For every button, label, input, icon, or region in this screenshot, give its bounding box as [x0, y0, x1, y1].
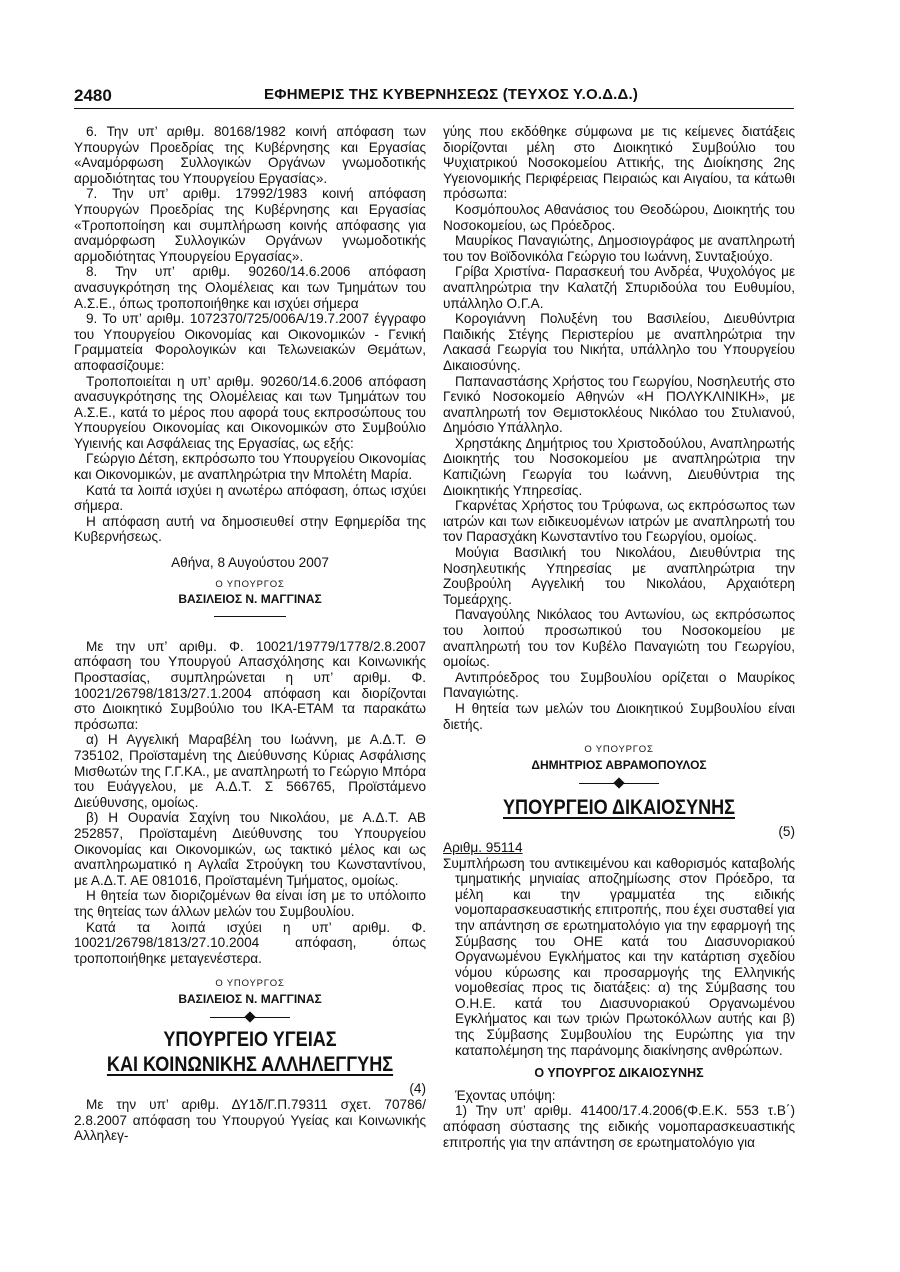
- minister-heading: Ο ΥΠΟΥΡΓΟΣ ΔΙΚΑΙΟΣΥΝΗΣ: [534, 1066, 704, 1081]
- paragraph: α) Η Αγγελική Μαραβέλη του Ιωάννη, με Α.Δ.Τ. Θ 735102, Προϊσταμένη της Διεύθυνσης Κύριας Ασφάλισης Μισθωτών της Γ.Γ.ΚΑ., με αναπληρωτή το Γεώργιο Μπόρα του Ευάγγελου, με Α.Δ.Τ. Σ 566765, Προϊστάμενο Διεύθυνσης, ομοίως.: [74, 732, 426, 810]
- paragraph: Η θητεία των διοριζομένων θα είναι ίση με το υπόλοιπο της θητείας των άλλων μελών του Συμβουλίου.: [74, 888, 426, 919]
- decision-number: [443, 840, 795, 856]
- ministry-heading: [99, 1027, 402, 1077]
- signature-name: ΔΗΜΗΤΡΙΟΣ ΑΒΡΑΜΟΠΟΥΛΟΣ: [531, 757, 707, 772]
- date-line: Αθήνα, 8 Αυγούστου 2007: [171, 555, 329, 571]
- ministry-heading-line: ΥΠΟΥΡΓΕΙΟ ΔΙΚΑΙΟΣΥΝΗΣ: [502, 796, 735, 820]
- paragraph: Παπαναστάσης Χρήστος του Γεωργίου, Νοσηλευτής στο Γενικό Νοσοκομείο Αθηνών «Η ΠΟΛΥΚΛΙΝΙΚΗ», με αναπληρωτή τον Θεμιστοκλέους Νικόλαο του Στυλιανού, Δημόσιο Υπάλληλο.: [443, 373, 795, 436]
- paragraph: Η απόφαση αυτή να δημοσιευθεί στην Εφημερίδα της Κυβερνήσεως.: [74, 513, 426, 545]
- ministry-heading-line: ΥΠΟΥΡΓΕΙΟ ΥΓΕΙΑΣ: [163, 1028, 337, 1052]
- right-column: [443, 124, 795, 1150]
- section-number: (5): [778, 824, 795, 840]
- paragraph: Με την υπ’ αριθμ. Φ. 10021/19779/1778/2.8.2007 απόφαση του Υπουργού Απασχόλησης και Κοινωνικής Προστασίας, συμπληρώνεται η υπ’ αριθμ. Φ. 10021/26798/1813/27.1.2004 απόφαση και διορίζονται στο Διοικητικό Συμβούλιο του ΙΚΑ-ΕΤΑΜ τα παρακάτω πρόσωπα:: [74, 638, 426, 732]
- ministry-heading-line: ΚΑΙ ΚΟΙΝΩΝΙΚΗΣ ΑΛΛΗΛΕΓΓΥΗΣ: [106, 1053, 394, 1077]
- paragraph: Μούγια Βασιλική του Νικολάου, Διευθύντρια της Νοσηλευτικής Υπηρεσίας με αναπληρώτρια την Ζουβρούλη Αγγελική του Νικολάου, Αρχαιότερη Τομεάρχης.: [443, 545, 795, 607]
- decision-title: Συμπλήρωση του αντικειμένου και καθορισμός καταβολής τμηματικής μηνιαίας αποζημίωσης στον Πρόεδρο, τα μέλη και την γραμματέα της ειδικής νομοπαρασκευαστικής επιτροπής, που έχει συσταθεί για την απάντηση σε ερωτηματολόγιο για την εφαρμογή της Σύμβασης του ΟΗΕ κατά του Διασυνοριακού Οργανωμένου Εγκλήματος και την κατάρτιση σχεδίου νόμου κύρωσης και προσαρμογής της Ελληνικής νομοθεσίας προς τις διατάξεις: α) της Σύμβασης του Ο.Η.Ε. κατά του Διασυνοριακού Οργανωμένου Εγκλήματος και των τριών Πρωτοκόλλων αυτής και β) της Σύμβασης Συμβουλίου της Ευρώπης για την καταπολέμηση της παράνομης διακίνησης ανθρώπων.: [443, 855, 795, 1058]
- paragraph: Έχοντας υπόψη:: [455, 1087, 556, 1103]
- paragraph: 6. Την υπ’ αριθμ. 80168/1982 κοινή απόφαση των Υπουργών Προεδρίας της Κυβέρνησης και Εργασίας «Αναμόρφωση Συλλογικών Οργάνων γνωμοδοτικής αρμοδιότητας του Υπουργείου Εργασίας».: [74, 124, 426, 186]
- paragraph: Γεώργιο Δέτση, εκπρόσωπο του Υπουργείου Οικονομίας και Οικονομικών, με αναπληρώτρια την Μπολέτη Μαρία.: [74, 451, 426, 483]
- paragraph: Τροποποιείται η υπ’ αριθμ. 90260/14.6.2006 απόφαση ανασυγκρότησης της Ολομέλειας και των Τμημάτων του Α.Σ.Ε., κατά το μέρος που αφορά τους εκπροσώπους του Υπουργείου Οικονομίας και Οικονομικών στο Συμβούλιο Υγιεινής και Ασφάλειας της Εργασίας, ως εξής:: [74, 373, 426, 451]
- paragraph: γύης που εκδόθηκε σύμφωνα με τις κείμενες διατάξεις διορίζονται μέλη στο Διοικητικό Συμβούλιο του Ψυχιατρικού Νοσοκομείου Αττικής, της Διοίκησης 2ης Υγειονομικής Περιφέρειας Πειραιώς και Αιγαίου, τα κάτωθι πρόσωπα:: [443, 124, 795, 202]
- paragraph: β) Η Ουρανία Σαχίνη του Νικολάου, με Α.Δ.Τ. ΑΒ 252857, Προϊσταμένη Διεύθυνσης του Υπουργείου Οικονομίας και Οικονομικών, ως τακτικό μέλος και ως αναπληρωματικό η Αγλαΐα Στρούγκη του Κωνσταντίνου, με Α.Δ.Τ. ΑΕ 081016, Προϊσταμένη Τμήματος, ομοίως.: [74, 810, 426, 888]
- paragraph: 9. Το υπ’ αριθμ. 1072370/725/006Α/19.7.2007 έγγραφο του Υπουργείου Οικονομίας και Οικονομικών - Γενική Γραμματεία Φορολογικών και Τελωνειακών Θεμάτων, αποφασίζουμε:: [74, 311, 426, 373]
- left-column: [74, 124, 426, 1144]
- paragraph: Κατά τα λοιπά ισχύει η ανωτέρω απόφαση, όπως ισχύει σήμερα.: [74, 482, 426, 514]
- diamond-divider: [210, 1011, 290, 1023]
- page-header: [74, 86, 794, 109]
- divider: [214, 616, 286, 617]
- diamond-divider: [579, 777, 659, 789]
- signature-role: Ο ΥΠΟΥΡΓΟΣ: [215, 578, 285, 590]
- gazette-title: ΕΦΗΜΕΡΙΣ ΤΗΣ ΚΥΒΕΡΝΗΣΕΩΣ (ΤΕΥΧΟΣ Υ.Ο.Δ.Δ.): [264, 86, 639, 103]
- paragraph: Χρηστάκης Δημήτριος του Χριστοδούλου, Αναπληρωτής Διοικητής του Νοσοκομείου με αναπληρώτρια την Καπιζιώνη Γεωργία του Ιωάννη, Διευθύντρια της Διοικητικής Υπηρεσίας.: [443, 435, 795, 498]
- paragraph: Κατά τα λοιπά ισχύει η υπ’ αριθμ. Φ. 10021/26798/1813/27.10.2004 απόφαση, όπως τροποποιήθηκε μεταγενέστερα.: [74, 919, 426, 966]
- paragraph: 8. Την υπ’ αριθμ. 90260/14.6.2006 απόφαση ανασυγκρότηση της Ολομέλειας και των Τμημάτων του Α.Σ.Ε., όπως τροποποιήθηκε και ισχύει σήμερα: [74, 264, 426, 311]
- paragraph: 1) Την υπ’ αριθμ. 41400/17.4.2006(Φ.Ε.Κ. 553 τ.Β΄) απόφαση σύστασης της ειδικής νομοπαρασκευαστικής επιτροπής για την απάντηση σε ερωτηματολόγιο για: [443, 1103, 795, 1150]
- paragraph: Γρίβα Χριστίνα- Παρασκευή του Ανδρέα, Ψυχολόγος με αναπληρώτρια την Καλατζή Σπυριδούλα του Ευθυμίου, υπάλληλο Ο.Γ.Α.: [443, 264, 795, 311]
- paragraph: Η θητεία των μελών του Διοικητικού Συμβουλίου είναι διετής.: [443, 700, 795, 732]
- paragraph: Παναγούλης Νικόλαος του Αντωνίου, ως εκπρόσωπος του λοιπού προσωπικού του Νοσοκομείου με αναπληρωτή του τον Κυβέλο Παναγιώτη του Γεωργίου, ομοίως.: [443, 607, 795, 670]
- paragraph: Γκαρνέτας Χρήστος του Τρύφωνα, ως εκπρόσωπος των ιατρών και των ειδικευομένων ιατρών με αναπληρωτή του τον Παρασχάκη Κωνσταντίνο του Γεωργίου, ομοίως.: [443, 498, 795, 545]
- signature-name: ΒΑΣΙΛΕΙΟΣ Ν. ΜΑΓΓΙΝΑΣ: [178, 991, 322, 1006]
- signature-role: Ο ΥΠΟΥΡΓΟΣ: [584, 744, 654, 756]
- paragraph: Κοσμόπουλος Αθανάσιος του Θεοδώρου, Διοικητής του Νοσοκομείου, ως Πρόεδρος.: [443, 201, 795, 233]
- decision-number-text: Αριθμ. 95114: [443, 839, 523, 855]
- signature-name: ΒΑΣΙΛΕΙΟΣ Ν. ΜΑΓΓΙΝΑΣ: [178, 592, 322, 607]
- paragraph: Κορογιάννη Πολυξένη του Βασιλείου, Διευθύντρια Παιδικής Στέγης Περιστερίου με αναπληρώτρια την Λακασά Γεωργία του Νικήτα, υπάλληλο του Υπουργείου Δικαιοσύνης.: [443, 311, 795, 373]
- paragraph: 7. Την υπ’ αριθμ. 17992/1983 κοινή απόφαση Υπουργών Προεδρίας της Κυβέρνησης και Εργασίας «Τροποποίηση και συμπλήρωση κοινής απόφασης για αναμόρφωση Συλλογικών Οργάνων γνωμοδοτικής αρμοδιότητας Υπουργείου Εργασίας».: [74, 186, 426, 264]
- section-number: (4): [409, 1081, 426, 1097]
- paragraph: Με την υπ’ αριθμ. ΔΥ1δ/Γ.Π.79311 σχετ. 70786/ 2.8.2007 απόφαση του Υπουργού Υγείας και Κοινωνικής Αλληλεγ-: [74, 1097, 426, 1144]
- paragraph: Μαυρίκος Παναγιώτης, Δημοσιογράφος με αναπληρωτή του τον Βοϊδονικόλα Γεώργιο του Ιωάννη, Συνταξιούχο.: [443, 233, 795, 264]
- paragraph: Αντιπρόεδρος του Συμβουλίου ορίζεται ο Μαυρίκος Παναγιώτης.: [443, 669, 795, 701]
- signature-role: Ο ΥΠΟΥΡΓΟΣ: [215, 978, 285, 990]
- page-number: 2480: [74, 86, 112, 105]
- ministry-heading: [468, 795, 771, 820]
